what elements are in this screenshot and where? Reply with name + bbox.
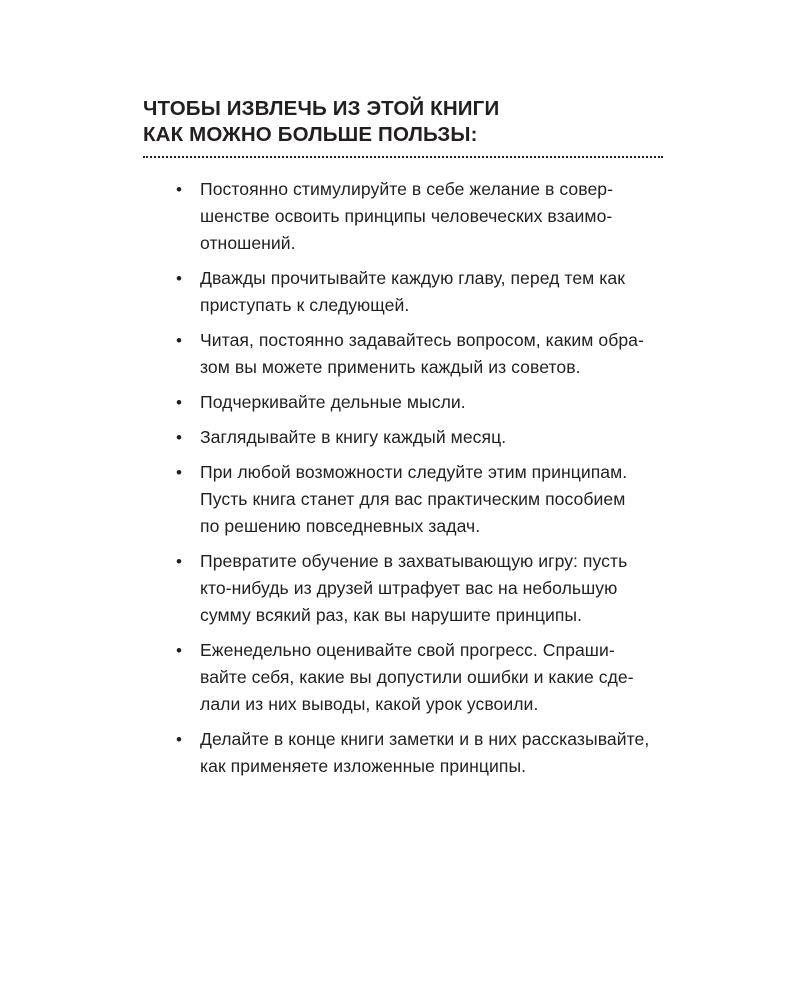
- bullet-icon: •: [176, 463, 183, 482]
- list-item: [172, 389, 672, 416]
- bullet-icon: •: [176, 393, 183, 412]
- heading-line-1: ЧТОБЫ ИЗВЛЕЧЬ ИЗ ЭТОЙ КНИГИ: [143, 97, 500, 120]
- list-item-line: отношений.: [200, 233, 296, 253]
- list-item-text: [200, 459, 672, 540]
- bullet-icon: •: [176, 552, 183, 571]
- list-item-text: [200, 726, 672, 780]
- page-heading: [143, 96, 663, 148]
- list-item-line: Пусть книга станет для вас практическим пособием: [200, 489, 626, 509]
- bullet-icon: •: [176, 269, 183, 288]
- bullet-icon: •: [176, 641, 183, 660]
- list-item-text: [200, 327, 672, 381]
- list-item-text: [200, 389, 672, 416]
- list-item-text: [200, 424, 672, 451]
- list-item-line: по решению повседневных задач.: [200, 516, 481, 536]
- list-item-line: Дважды прочитывайте каждую главу, перед тем как: [200, 268, 625, 288]
- bullet-icon: •: [176, 428, 183, 447]
- list-item-line: Постоянно стимулируйте в себе желание в совер-: [200, 179, 614, 199]
- list-item-line: Заглядывайте в книгу каждый месяц.: [200, 427, 507, 447]
- list-item: [172, 176, 672, 257]
- list-item-line: Превратите обучение в захватывающую игру: пусть: [200, 551, 628, 571]
- list-item-line: шенстве освоить принципы человеческих взаимо-: [200, 206, 613, 226]
- list-item: [172, 265, 672, 319]
- list-item-text: [200, 548, 672, 629]
- bullet-icon: •: [176, 180, 183, 199]
- list-item: [172, 327, 672, 381]
- list-item-line: Читая, постоянно задавайтесь вопросом, каким обра-: [200, 330, 644, 350]
- list-item-line: сумму всякий раз, как вы нарушите принципы.: [200, 605, 583, 625]
- bullet-icon: •: [176, 730, 183, 749]
- list-item-line: как применяете изложенные принципы.: [200, 756, 527, 776]
- bullet-icon: •: [176, 331, 183, 350]
- tips-list: [172, 176, 672, 788]
- list-item: [172, 548, 672, 629]
- list-item-line: Подчеркивайте дельные мысли.: [200, 392, 466, 412]
- list-item: [172, 637, 672, 718]
- list-item-line: приступать к следующей.: [200, 295, 410, 315]
- list-item-line: кто-нибудь из друзей штрафует вас на небольшую: [200, 578, 618, 598]
- list-item: [172, 459, 672, 540]
- list-item-text: [200, 176, 672, 257]
- dotted-divider: [143, 156, 663, 158]
- list-item-line: лали из них выводы, какой урок усвоили.: [200, 694, 539, 714]
- list-item-line: При любой возможности следуйте этим принципам.: [200, 462, 628, 482]
- list-item: [172, 726, 672, 780]
- list-item-line: вайте себя, какие вы допустили ошибки и какие сде-: [200, 667, 634, 687]
- heading-line-2: КАК МОЖНО БОЛЬШЕ ПОЛЬЗЫ:: [143, 123, 478, 146]
- list-item-line: Делайте в конце книги заметки и в них рассказывайте,: [200, 729, 650, 749]
- list-item: [172, 424, 672, 451]
- list-item-line: Еженедельно оценивайте свой прогресс. Спраши-: [200, 640, 615, 660]
- list-item-line: зом вы можете применить каждый из советов.: [200, 357, 581, 377]
- list-item-text: [200, 265, 672, 319]
- list-item-text: [200, 637, 672, 718]
